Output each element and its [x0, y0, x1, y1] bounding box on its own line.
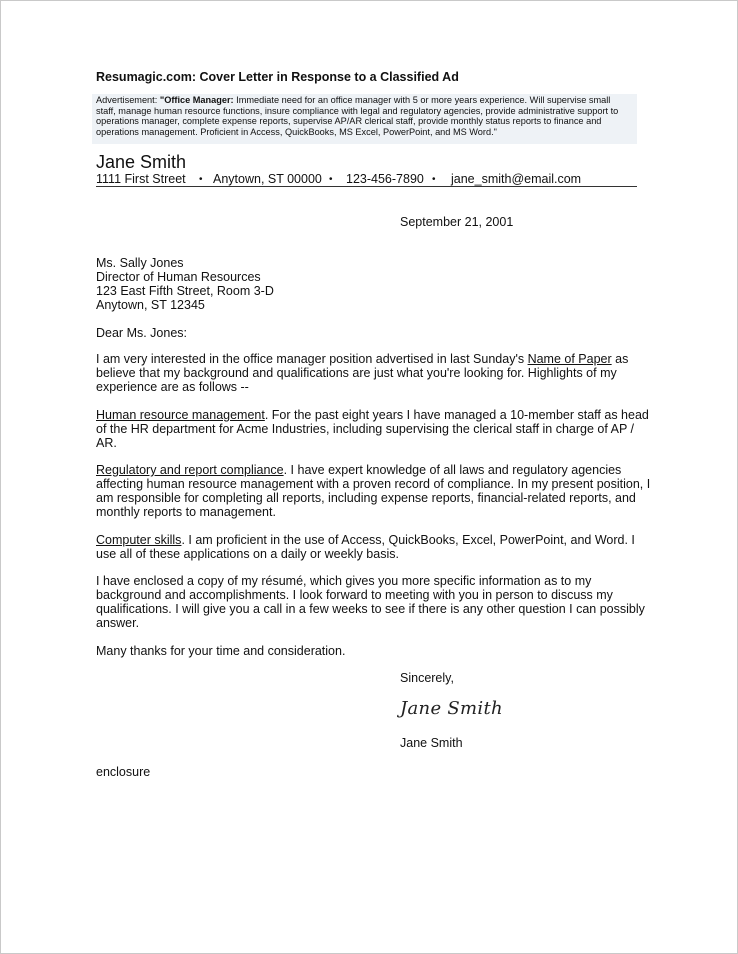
hr-line-3: AR. — [96, 436, 117, 450]
enclosed-line-4: answer. — [96, 616, 140, 630]
intro-line-1 — [96, 352, 628, 367]
reg-line-4: monthly reports to management. — [96, 505, 276, 519]
enclosed-line-2: background and accomplishments. I look forward to meeting with you in person to discuss my — [96, 588, 613, 602]
hr-heading: Human resource management — [96, 408, 265, 422]
bullet: • — [199, 174, 203, 185]
signer-name: Jane Smith — [400, 736, 463, 750]
reg-line-1 — [96, 463, 621, 478]
comp-line-1 — [96, 533, 635, 548]
thanks-line: Many thanks for your time and consideration. — [96, 644, 346, 658]
salutation: Dear Ms. Jones: — [96, 326, 188, 340]
signature: Jane Smith — [400, 698, 503, 719]
document-title: Resumagic.com: Cover Letter in Response to a Classified Ad — [96, 70, 459, 84]
letter-date: September 21, 2001 — [400, 215, 514, 229]
reg-line-2: affecting human resource management with a proven record of compliance. In my present position, I — [96, 477, 651, 491]
sender-address: 1111 First Street — [96, 172, 186, 186]
ad-position: Office Manager: — [164, 95, 234, 105]
ad-body: Immediate need for an office manager with 5 or more years experience. Will supervise small staff, manage human resource functions, insure compliance with legal and regulatory agencies, provide administrative support to operations manager, complete expense reports, supervise AP/AR clerical staff, provide monthly status reports to finance and operations management. Proficient in Access, QuickBooks, MS Excel, PowerPoint, and MS Word." — [96, 95, 619, 137]
enclosed-line-1: I have enclosed a copy of my résumé, which gives you more specific information as to my — [96, 574, 592, 588]
reg-text: . I have expert knowledge of all laws and regulatory agencies — [283, 463, 622, 477]
ad-quote-open: " — [159, 95, 165, 105]
ad-prefix: Advertisement: — [96, 95, 160, 105]
bullet: • — [432, 174, 436, 185]
newspaper-placeholder: Name of Paper — [527, 352, 612, 366]
bullet: • — [329, 174, 333, 185]
hr-line-2: of the HR department for Acme Industries, including supervising the clerical staff in charge of AP / — [96, 422, 635, 436]
recipient-city: Anytown, ST 12345 — [96, 298, 205, 312]
enclosure-note: enclosure — [96, 765, 151, 779]
comp-text: . I am proficient in the use of Access, QuickBooks, Excel, PowerPoint, and Word. I — [181, 533, 635, 547]
comp-heading: Computer skills — [96, 533, 182, 547]
reg-line-3: am responsible for completing all reports, including expense reports, financial-related reports, and — [96, 491, 636, 505]
recipient-street: 123 East Fifth Street, Room 3-D — [96, 284, 274, 298]
enclosed-line-3: qualifications. I will give you a call in a few weeks to see if there is any other question I can possibly — [96, 602, 645, 616]
hr-text: . For the past eight years I have managed a 10-member staff as head — [264, 408, 649, 422]
intro-line-3: experience are as follows -- — [96, 380, 249, 394]
hr-line-1 — [96, 408, 649, 423]
comp-line-2: use all of these applications on a daily or weekly basis. — [96, 547, 399, 561]
intro-line-2: believe that my background and qualifications are just what you're looking for. Highlights of my — [96, 366, 617, 380]
sender-city: Anytown, ST 00000 — [213, 172, 322, 186]
closing: Sincerely, — [400, 671, 454, 685]
recipient-title: Director of Human Resources — [96, 270, 261, 284]
header-divider — [96, 186, 637, 187]
sender-phone: 123-456-7890 — [346, 172, 424, 186]
contact-line — [96, 172, 637, 186]
sender-name: Jane Smith — [96, 152, 187, 172]
recipient-name: Ms. Sally Jones — [96, 256, 184, 270]
intro-text: I am very interested in the office manager position advertised in last Sunday's — [96, 352, 528, 366]
reg-heading: Regulatory and report compliance — [96, 463, 284, 477]
intro-text: as — [611, 352, 629, 366]
sender-email: jane_smith@email.com — [451, 172, 582, 186]
advertisement-text — [96, 95, 626, 137]
